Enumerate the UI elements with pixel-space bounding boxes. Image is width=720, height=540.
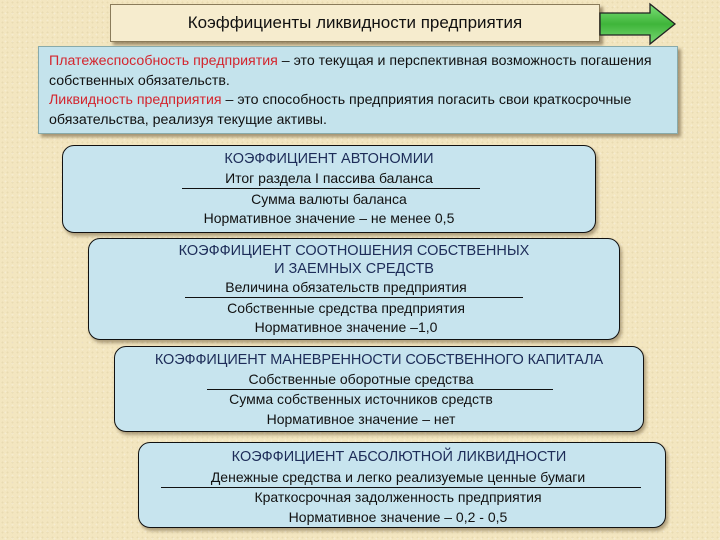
- ratio-card-equity-debt: [88, 238, 620, 340]
- norm-value: Нормативное значение –1,0: [254, 319, 438, 335]
- fraction-denominator: Собственные средства предприятия: [227, 300, 465, 316]
- fraction-line: [182, 188, 480, 189]
- card-title-line1: КОЭФФИЦИЕНТ СООТНОШЕНИЯ СОБСТВЕННЫХ: [178, 243, 530, 259]
- ratio-card-autonomy: [62, 145, 596, 233]
- slide-title-box: [110, 4, 600, 42]
- fraction-numerator: Денежные средства и легко реализуемые ценные бумаги: [210, 469, 586, 485]
- card-title: КОЭФФИЦИЕНТ МАНЕВРЕННОСТИ СОБСТВЕННОГО КАПИТАЛА: [154, 352, 604, 368]
- ratio-card-absolute-liquidity: [138, 442, 666, 528]
- term-liquidity: Ликвидность предприятия: [49, 92, 222, 108]
- fraction-numerator: Итог раздела I пассива баланса: [225, 170, 433, 186]
- fraction-denominator: Сумма собственных источников средств: [229, 391, 493, 407]
- norm-value: Нормативное значение – не менее 0,5: [203, 210, 455, 226]
- ratio-card-maneuverability: [114, 346, 644, 432]
- card-title: КОЭФФИЦИЕНТ АВТОНОМИИ: [224, 151, 434, 167]
- fraction-denominator: Краткосрочная задолженность предприятия: [254, 489, 542, 505]
- slide-title: Коэффициенты ликвидности предприятия: [187, 13, 523, 32]
- norm-value: Нормативное значение – нет: [266, 411, 456, 427]
- fraction-line: [207, 389, 553, 390]
- card-title: КОЭФФИЦИЕНТ АБСОЛЮТНОЙ ЛИКВИДНОСТИ: [231, 449, 567, 465]
- definition-liquidity: – это способность предприятия погасить свои краткосрочные обязательства, реализуя текущие активы.: [49, 92, 632, 128]
- norm-value: Нормативное значение – 0,2 - 0,5: [288, 509, 508, 525]
- fraction-line: [161, 487, 641, 488]
- definition-solvency: – это текущая и перспективная возможность погашения собственных обязательств.: [49, 53, 652, 89]
- right-arrow-icon[interactable]: [598, 2, 678, 46]
- definitions-box: [38, 46, 678, 134]
- fraction-line: [185, 297, 523, 298]
- fraction-denominator: Сумма валюты баланса: [251, 191, 407, 207]
- term-solvency: Платежеспособность предприятия: [49, 53, 278, 69]
- fraction-numerator: Собственные оборотные средства: [248, 371, 474, 387]
- card-title-line2: И ЗАЕМНЫХ СРЕДСТВ: [274, 261, 434, 277]
- fraction-numerator: Величина обязательств предприятия: [225, 279, 467, 295]
